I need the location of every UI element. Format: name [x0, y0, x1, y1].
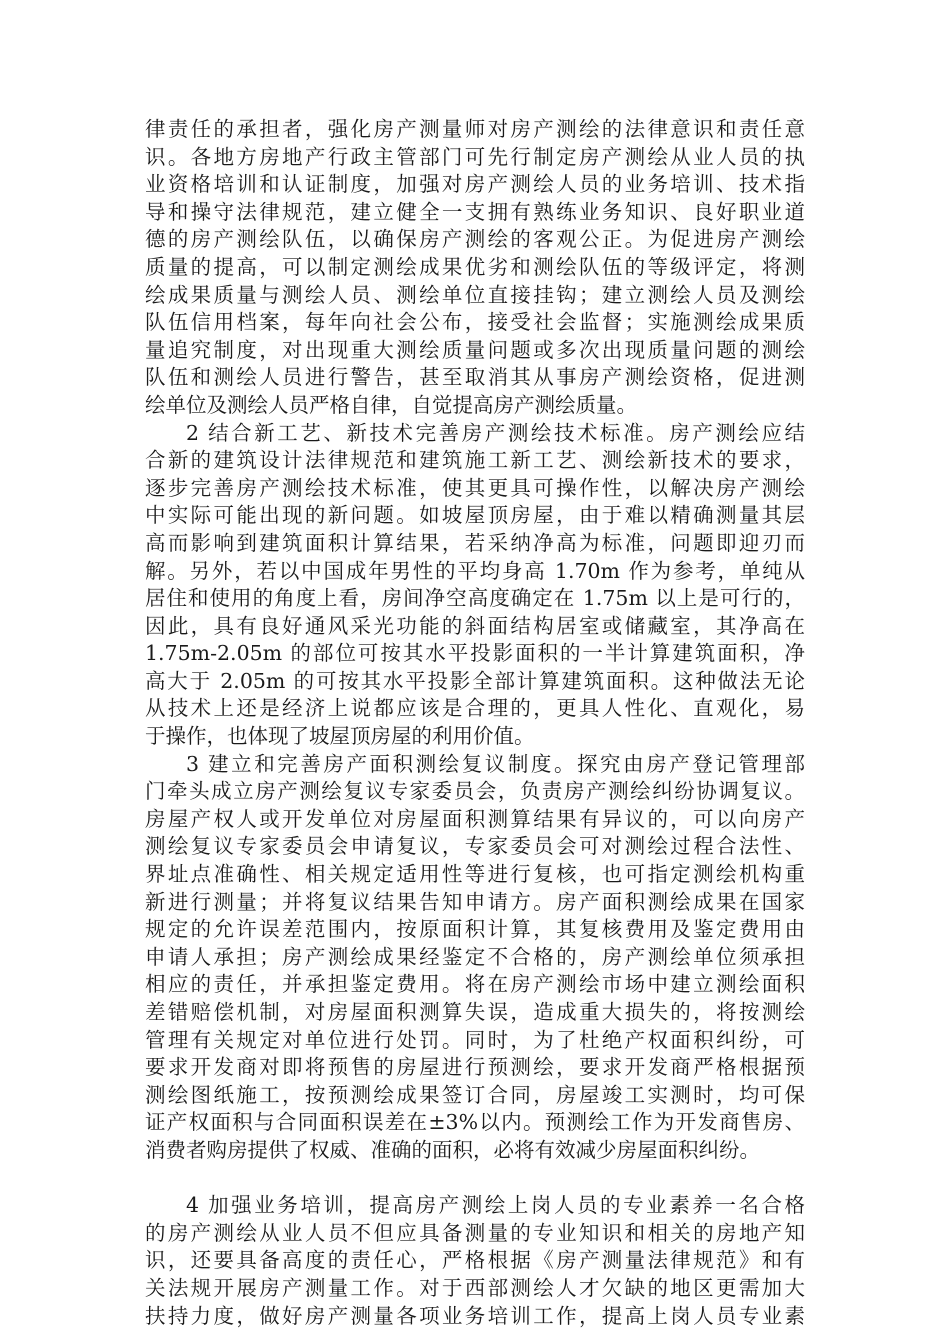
- text-line: 绘成果质量与测绘人员、测绘单位直接挂钩；建立测绘人员及测绘: [145, 282, 805, 307]
- text-line: 业资格培训和认证制度，加强对房产测绘人员的业务培训、技术指: [145, 172, 805, 197]
- text-line: 识，还要具备高度的责任心，严格根据《房产测量法律规范》和有: [145, 1248, 805, 1273]
- text-line: 管理有关规定对单位进行处罚。同时，为了杜绝产权面积纠纷，可: [145, 1027, 805, 1052]
- text-line: 申请人承担；房产测绘成果经鉴定不合格的，房产测绘单位须承担: [145, 944, 805, 969]
- text-line: 规定的允许误差范围内，按原面积计算，其复核费用及鉴定费用由: [145, 917, 805, 942]
- text-line: 1.75m-2.05m 的部位可按其水平投影面积的一半计算建筑面积，净: [145, 641, 805, 666]
- text-line: 的房产测绘从业人员不但应具备测量的专业知识和相关的房地产知: [145, 1220, 805, 1245]
- text-line: 消费者购房提供了权威、准确的面积，必将有效减少房屋面积纠纷。: [145, 1137, 760, 1162]
- text-line: 解。另外，若以中国成年男性的平均身高 1.70m 作为参考，单纯从: [145, 558, 805, 583]
- text-line: 测绘复议专家委员会申请复议，专家委员会可对测绘过程合法性、: [145, 834, 805, 859]
- text-line: 2 结合新工艺、新技术完善房产测绘技术标准。房产测绘应结: [186, 420, 805, 445]
- text-line: 要求开发商对即将预售的房屋进行预测绘，要求开发商严格根据预: [145, 1055, 805, 1080]
- paragraph-gap: [145, 1165, 805, 1193]
- text-line: 关法规开展房产测量工作。对于西部测绘人才欠缺的地区更需加大: [145, 1275, 805, 1300]
- text-line: 合新的建筑设计法律规范和建筑施工新工艺、测绘新技术的要求，: [145, 448, 805, 473]
- text-line: 因此，具有良好通风采光功能的斜面结构居室或储藏室，其净高在: [145, 613, 805, 638]
- text-line: 测绘图纸施工，按预测绘成果签订合同，房屋竣工实测时，均可保: [145, 1082, 805, 1107]
- text-line: 导和操守法律规范，建立健全一支拥有熟练业务知识、良好职业道: [145, 199, 805, 224]
- text-line: 量追究制度，对出现重大测绘质量问题或多次出现质量问题的测绘: [145, 337, 805, 362]
- text-line: 差错赔偿机制，对房屋面积测算失误，造成重大损失的，将按测绘: [145, 1000, 805, 1024]
- text-line: 质量的提高，可以制定测绘成果优劣和测绘队伍的等级评定，将测: [145, 254, 805, 279]
- text-line: 3 建立和完善房产面积测绘复议制度。探究由房产登记管理部: [186, 751, 805, 776]
- text-line: 中实际可能出现的新问题。如坡屋顶房屋，由于难以精确测量其层: [145, 503, 805, 528]
- text-line: 证产权面积与合同面积误差在±3%以内。预测绘工作为开发商售房、: [145, 1110, 805, 1135]
- text-line: 于操作，也体现了坡屋顶房屋的利用价值。: [145, 724, 535, 749]
- text-line: 高而影响到建筑面积计算结果，若采纳净高为标准，问题即迎刃而: [145, 530, 805, 555]
- text-line: 队伍信用档案，每年向社会公布，接受社会监督；实施测绘成果质: [145, 310, 805, 335]
- text-line: 房屋产权人或开发单位对房屋面积测算结果有异议的，可以向房产: [145, 806, 805, 831]
- text-line: 逐步完善房产测绘技术标准，使其更具可操作性，以解决房产测绘: [145, 475, 805, 500]
- text-line: 识。各地方房地产行政主管部门可先行制定房产测绘从业人员的执: [145, 144, 805, 169]
- text-line: 界址点准确性、相关规定适用性等进行复核，也可指定测绘机构重: [145, 862, 805, 887]
- text-line: 相应的责任，并承担鉴定费用。将在房产测绘市场中建立测绘面积: [145, 972, 805, 997]
- text-line: 扶持力度，做好房产测量各项业务培训工作，提高上岗人员专业素: [145, 1303, 805, 1328]
- text-line: 4 加强业务培训，提高房产测绘上岗人员的专业素养一名合格: [186, 1193, 805, 1218]
- text-line: 新进行测量；并将复议结果告知申请方。房产面积测绘成果在国家: [145, 889, 805, 914]
- text-line: 居住和使用的角度上看，房间净空高度确定在 1.75m 以上是可行的，: [145, 586, 805, 611]
- text-line: 门牵头成立房产测绘复议专家委员会，负责房产测绘纠纷协调复议。: [145, 779, 805, 804]
- text-line: 德的房产测绘队伍，以确保房产测绘的客观公正。为促进房产测绘: [145, 227, 805, 252]
- text-line: 从技术上还是经济上说都应该是合理的，更具人性化、直观化，易: [145, 696, 805, 721]
- body-text: [145, 116, 805, 1330]
- text-line: 律责任的承担者，强化房产测量师对房产测绘的法律意识和责任意: [145, 117, 805, 141]
- text-line: 队伍和测绘人员进行警告，甚至取消其从事房产测绘资格，促进测: [145, 365, 805, 390]
- text-line: 高大于 2.05m 的可按其水平投影全部计算建筑面积。这种做法无论: [145, 668, 805, 693]
- text-line: 绘单位及测绘人员严格自律，自觉提高房产测绘质量。: [145, 392, 637, 417]
